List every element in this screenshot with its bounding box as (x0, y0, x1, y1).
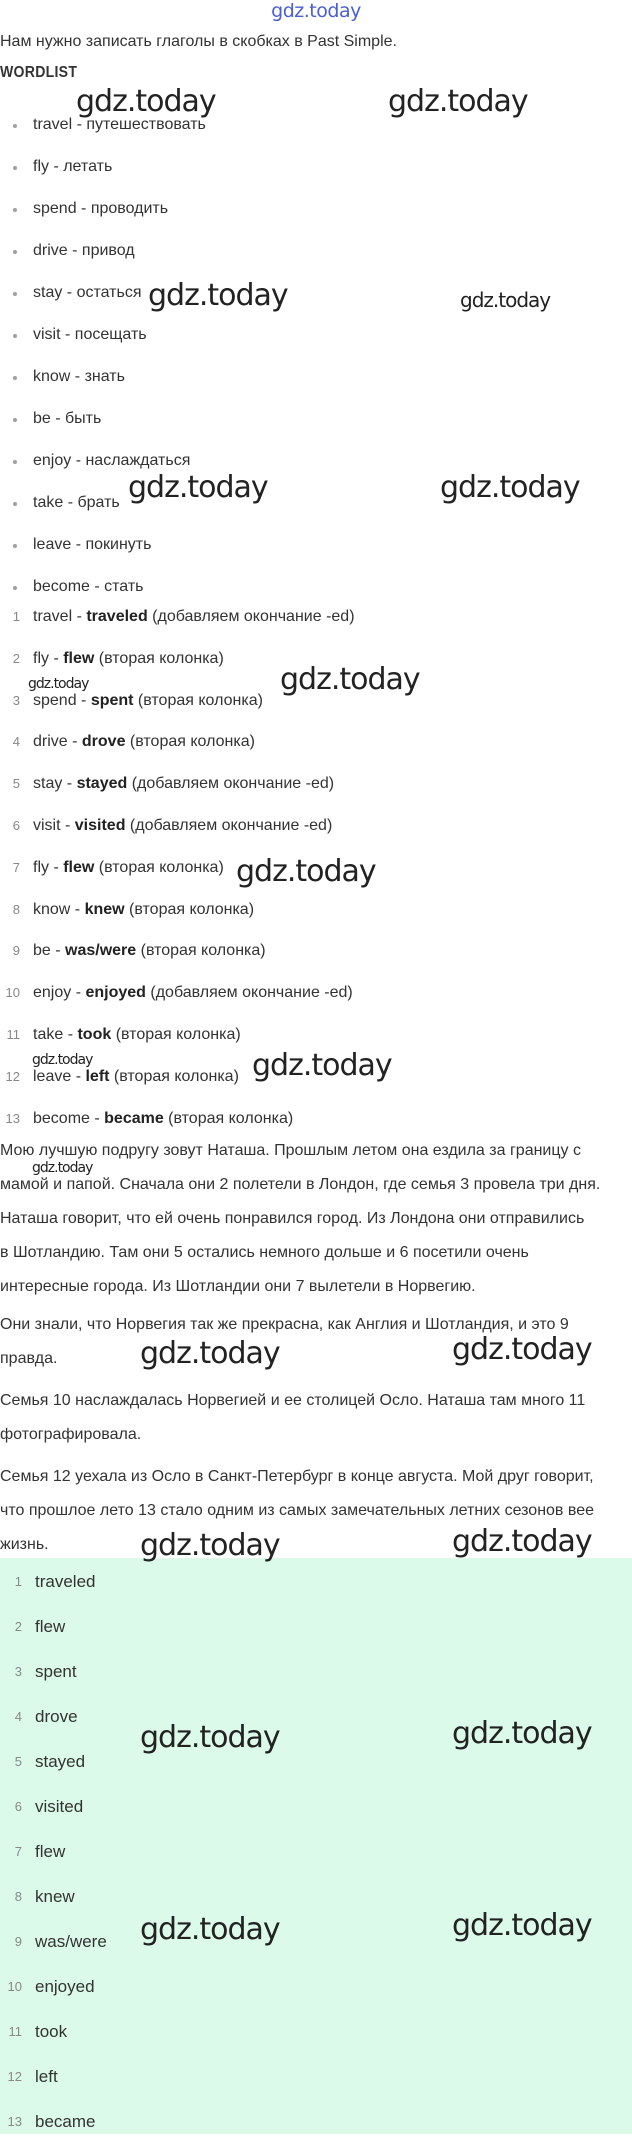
item-number: 2 (12, 650, 20, 666)
item-number: 5 (14, 1754, 22, 1769)
list-item: 12 left (0, 2057, 107, 2102)
list-item: 1 travel - traveled (добавляем окончание -ed) (0, 597, 355, 639)
watermark: gdz.today (452, 1332, 592, 1367)
list-item: 2 fly - flew (вторая колонка) (0, 639, 355, 681)
story-paragraph: Семья 12 уехала из Осло в Санкт-Петербург в конце августа. Мой друг говорит, что прошлое лето 13 стало одним из самых замечательных летних сезонов вее жизнь. (0, 1468, 594, 1553)
intro-text: Нам нужно записать глаголы в скобках в Past Simple. (0, 33, 397, 50)
list-item: 8 know - knew (вторая колонка) (0, 890, 355, 932)
item-number: 6 (12, 817, 20, 833)
watermark: gdz.today (452, 1524, 592, 1559)
list-item: stay - остаться (0, 272, 206, 314)
item-number: 10 (7, 1979, 22, 1994)
item-number: 12 (7, 2069, 22, 2084)
watermark: gdz.today (32, 1052, 93, 1068)
watermark: gdz.today (76, 84, 216, 119)
watermark: gdz.today (140, 1720, 280, 1755)
item-number: 3 (14, 1664, 22, 1679)
item-number: 6 (14, 1799, 22, 1814)
list-item: visit - посещать (0, 314, 206, 356)
watermark: gdz.today (140, 1528, 280, 1563)
list-item: 8 knew (0, 1877, 107, 1922)
list-item: 5 stay - stayed (добавляем окончание -ed) (0, 764, 355, 806)
item-number: 10 (5, 985, 20, 1001)
list-item: drive - привод (0, 230, 206, 272)
list-item: enjoy - наслаждаться (0, 440, 206, 482)
item-number: 1 (14, 1574, 22, 1589)
item-number: 8 (12, 901, 20, 917)
list-item: fly - летать (0, 146, 206, 188)
item-number: 8 (14, 1889, 22, 1904)
story-paragraph: Мою лучшую подругу зовут Наташа. Прошлым летом она ездила за границу с мамой и папой. Сначала они 2 полетели в Лондон, где семья 3 провела три дня. Наташа говорит, что ей очень понравился город. Из Лондона они отправились в Шотландию. Там они 5 остались немного дольше и 6 посетили очень интересные города. Из Шотландии они 7 вылетели в Норвегию. (0, 1142, 601, 1295)
watermark: gdz.today (148, 278, 288, 313)
item-number: 5 (12, 776, 20, 792)
list-item: 7 fly - flew (вторая колонка) (0, 848, 355, 890)
item-number: 12 (5, 1068, 20, 1084)
wordlist (0, 104, 206, 608)
list-item: 10 enjoy - enjoyed (добавляем окончание -ed) (0, 973, 355, 1015)
list-item: 6 visit - visited (добавляем окончание -ed) (0, 806, 355, 848)
list-item: 2 flew (0, 1607, 107, 1652)
list-item: 4 drove (0, 1697, 107, 1742)
list-item: 10 enjoyed (0, 1967, 107, 2012)
list-item: 3 spent (0, 1652, 107, 1697)
story-paragraph: Семья 10 наслаждалась Норвегией и ее столицей Осло. Наташа там много 11 фотографировала. (0, 1392, 586, 1443)
list-item: be - быть (0, 398, 206, 440)
watermark: gdz.today (140, 1912, 280, 1947)
list-item: know - знать (0, 356, 206, 398)
item-number: 11 (8, 2024, 22, 2039)
watermark: gdz.today (236, 854, 376, 889)
watermark: gdz.today (452, 1716, 592, 1751)
list-item: become - стать (0, 566, 206, 608)
watermark: gdz.today (460, 288, 551, 312)
list-item: 7 flew (0, 1832, 107, 1877)
watermark: gdz.today (32, 1160, 93, 1176)
list-item: 6 visited (0, 1787, 107, 1832)
answer-box (0, 1558, 632, 2134)
story-paragraph: Они знали, что Норвегия так же прекрасна, как Англия и Шотландия, и это 9 правда. (0, 1316, 569, 1367)
item-number: 7 (14, 1844, 22, 1859)
list-item: 1 traveled (0, 1562, 107, 1607)
list-item: 12 leave - left (вторая колонка) (0, 1057, 355, 1099)
list-item: 13 became (0, 2102, 107, 2147)
list-item: take - брать (0, 482, 206, 524)
watermark: gdz.today (440, 470, 580, 505)
list-item: 4 drive - drove (вторая колонка) (0, 722, 355, 764)
site-logo[interactable]: gdz.today (271, 0, 361, 22)
item-number: 2 (14, 1619, 22, 1634)
item-number: 13 (5, 1110, 20, 1126)
list-item: travel - путешествовать (0, 104, 206, 146)
watermark: gdz.today (452, 1908, 592, 1943)
list-item: 9 was/were (0, 1922, 107, 1967)
item-number: 11 (6, 1026, 20, 1042)
list-item: leave - покинуть (0, 524, 206, 566)
watermark: gdz.today (388, 84, 528, 119)
item-number: 4 (12, 734, 20, 750)
item-number: 3 (12, 692, 20, 708)
list-item: 3 spend - spent (вторая колонка) (0, 681, 355, 723)
watermark: gdz.today (128, 470, 268, 505)
list-item: 11 took (0, 2012, 107, 2057)
list-item: 9 be - was/were (вторая колонка) (0, 931, 355, 973)
watermark: gdz.today (28, 676, 89, 692)
watermark: gdz.today (140, 1336, 280, 1371)
list-item: 11 take - took (вторая колонка) (0, 1015, 355, 1057)
wordlist-title: WORDLIST (0, 64, 78, 81)
item-number: 1 (12, 609, 20, 624)
list-item: 13 become - became (вторая колонка) (0, 1099, 355, 1141)
list-item: spend - проводить (0, 188, 206, 230)
watermark: gdz.today (252, 1048, 392, 1083)
item-number: 9 (14, 1934, 22, 1949)
final-answers (0, 1562, 107, 2147)
item-number: 4 (14, 1709, 22, 1724)
item-number: 7 (12, 859, 20, 875)
watermark: gdz.today (280, 662, 420, 697)
item-number: 9 (12, 943, 20, 959)
list-item: 5 stayed (0, 1742, 107, 1787)
item-number: 13 (7, 2114, 22, 2129)
